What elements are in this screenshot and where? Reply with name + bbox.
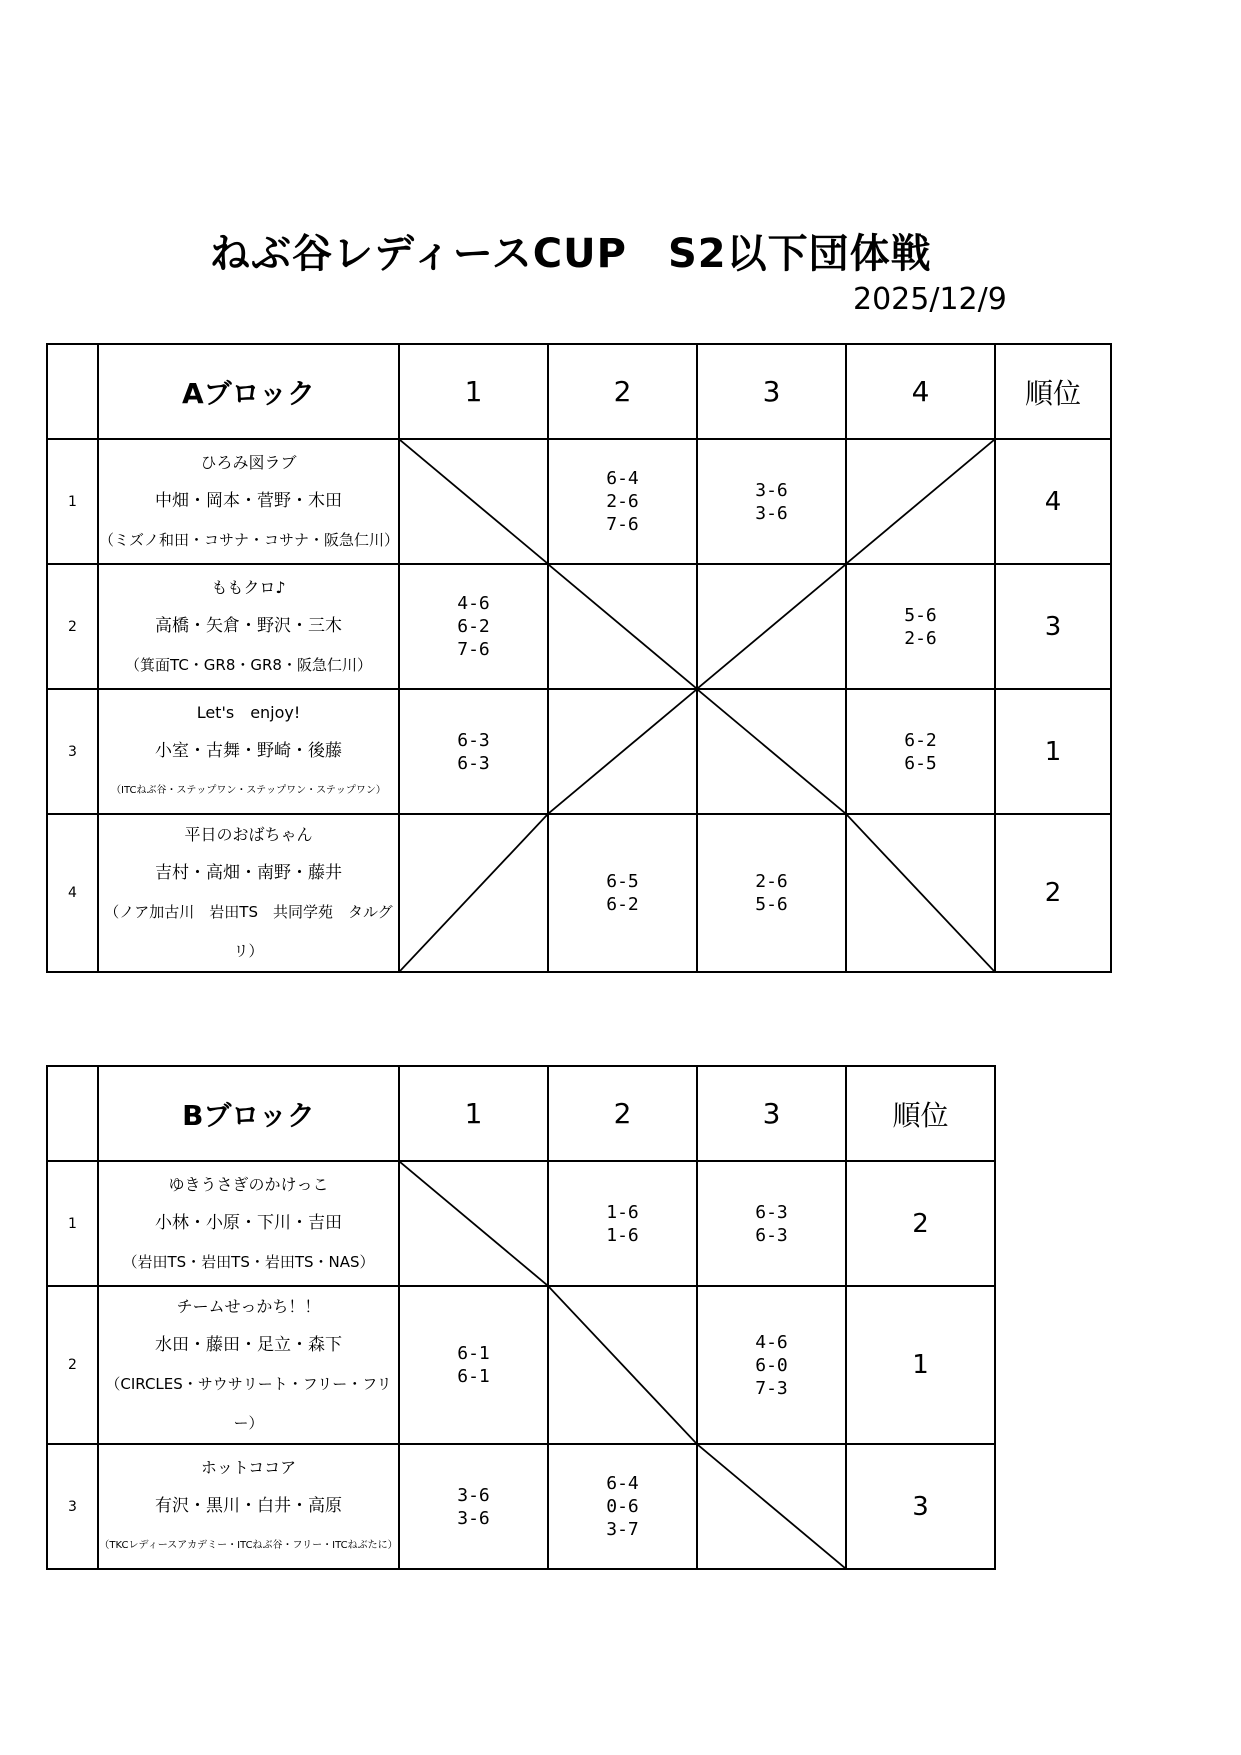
team-members: 中畑・岡本・菅野・木田 xyxy=(155,491,342,511)
diagonal-line xyxy=(847,440,994,563)
team-clubs: （箕面TC・GR8・GR8・阪急仁川） xyxy=(125,656,372,674)
team-clubs: （CIRCLES・サウサリート・フリー・フリー） xyxy=(105,1375,392,1432)
score-cell xyxy=(548,564,697,689)
team-number: 2 xyxy=(47,564,98,689)
team-clubs: （岩田TS・岩田TS・岩田TS・NAS） xyxy=(122,1253,375,1271)
set-score: 3-6 xyxy=(457,1484,490,1506)
team-rank: 1 xyxy=(846,1286,995,1444)
set-score: 5-6 xyxy=(755,894,788,915)
team-rank: 2 xyxy=(995,814,1111,972)
score-cell xyxy=(548,1286,697,1444)
set-score: 2-6 xyxy=(904,627,937,649)
diagonal-line xyxy=(698,690,845,813)
team-clubs: （ITCねぶ谷・ステップワン・ステップワン・ステップワン） xyxy=(111,785,386,796)
team-name: チームせっかち！！ xyxy=(176,1297,321,1316)
diagonal-line xyxy=(698,565,845,688)
team-number: 2 xyxy=(47,1286,98,1444)
score-cell xyxy=(697,1444,846,1569)
team-rank: 1 xyxy=(995,689,1111,814)
diagonal-line xyxy=(400,815,547,971)
set-score: 1-6 xyxy=(606,1224,639,1246)
header-row xyxy=(47,1066,995,1161)
score-cell xyxy=(697,439,846,564)
team-number: 3 xyxy=(47,689,98,814)
set-score: 4-6 xyxy=(457,593,490,614)
block-name: Bブロック xyxy=(98,1066,399,1161)
corner-cell xyxy=(47,1066,98,1161)
team-cell xyxy=(98,1444,399,1569)
set-score: 5-6 xyxy=(904,604,937,626)
team-cell xyxy=(98,1161,399,1286)
set-score: 6-4 xyxy=(606,1473,639,1494)
col-header: 2 xyxy=(548,344,697,439)
set-score: 7-6 xyxy=(457,639,490,660)
set-score: 3-6 xyxy=(755,479,788,501)
diagonal-line xyxy=(549,1287,696,1443)
team-row xyxy=(47,564,1111,689)
team-members: 小室・古舞・野崎・後藤 xyxy=(155,741,342,761)
diagonal-line xyxy=(698,1445,845,1568)
set-score: 6-3 xyxy=(755,1224,788,1246)
team-name: ひろみ図ラブ xyxy=(200,453,297,472)
diagonal-line xyxy=(549,565,696,688)
team-name: ももクロ♪ xyxy=(211,578,286,597)
rank-header: 順位 xyxy=(995,344,1111,439)
set-score: 2-6 xyxy=(606,491,639,512)
set-score: 6-4 xyxy=(606,468,639,489)
team-name: ホットココア xyxy=(200,1458,297,1477)
set-score: 2-6 xyxy=(755,871,788,892)
col-header: 2 xyxy=(548,1066,697,1161)
team-row xyxy=(47,1444,995,1569)
score-cell xyxy=(399,1444,548,1569)
team-rank: 4 xyxy=(995,439,1111,564)
set-score: 6-5 xyxy=(606,871,639,892)
set-score: 7-6 xyxy=(606,514,639,535)
team-row xyxy=(47,814,1111,972)
col-header: 3 xyxy=(697,344,846,439)
col-header: 3 xyxy=(697,1066,846,1161)
set-score: 6-3 xyxy=(755,1201,788,1223)
team-number: 3 xyxy=(47,1444,98,1569)
team-rank: 2 xyxy=(846,1161,995,1286)
score-cell xyxy=(399,814,548,972)
block-b-table xyxy=(46,1065,996,1570)
team-cell xyxy=(98,564,399,689)
col-header: 1 xyxy=(399,344,548,439)
diagonal-line xyxy=(400,440,547,563)
corner-cell xyxy=(47,344,98,439)
set-score: 6-5 xyxy=(904,752,937,774)
score-cell xyxy=(846,439,995,564)
team-members: 高橋・矢倉・野沢・三木 xyxy=(155,616,342,636)
set-score: 1-6 xyxy=(606,1201,639,1223)
team-cell xyxy=(98,439,399,564)
score-cell xyxy=(399,1286,548,1444)
set-score: 6-2 xyxy=(904,729,937,751)
team-members: 有沢・黒川・白井・高原 xyxy=(155,1496,342,1516)
score-cell xyxy=(548,689,697,814)
team-members: 小林・小原・下川・吉田 xyxy=(155,1213,342,1233)
team-row xyxy=(47,439,1111,564)
set-score: 3-6 xyxy=(457,1507,490,1529)
team-number: 4 xyxy=(47,814,98,972)
set-score: 0-6 xyxy=(606,1496,639,1517)
set-score: 7-3 xyxy=(755,1377,788,1399)
page-title: ねぶ谷レディースCUP S2以下団体戦 xyxy=(210,231,932,277)
diagonal-line xyxy=(400,1162,547,1285)
set-score: 6-3 xyxy=(457,752,490,774)
team-clubs: （ミズノ和田・コサナ・コサナ・阪急仁川） xyxy=(99,531,400,549)
score-cell xyxy=(846,689,995,814)
event-date: 2025/12/9 xyxy=(853,282,1007,317)
score-cell xyxy=(697,689,846,814)
score-cell xyxy=(548,1444,697,1569)
col-header: 4 xyxy=(846,344,995,439)
score-cell xyxy=(548,814,697,972)
team-clubs: （TKCレディースアカデミー・ITCねぶ谷・フリー・ITCねぶたに） xyxy=(99,1540,398,1551)
team-rank: 3 xyxy=(995,564,1111,689)
score-cell xyxy=(399,1161,548,1286)
set-score: 6-2 xyxy=(457,616,490,637)
team-cell xyxy=(98,689,399,814)
score-cell xyxy=(846,564,995,689)
score-cell xyxy=(548,1161,697,1286)
team-name: 平日のおばちゃん xyxy=(184,825,313,844)
team-cell xyxy=(98,1286,399,1444)
team-row xyxy=(47,1286,995,1444)
team-name: ゆきうさぎのかけっこ xyxy=(168,1175,329,1194)
rank-header: 順位 xyxy=(846,1066,995,1161)
team-number: 1 xyxy=(47,439,98,564)
score-cell xyxy=(697,1286,846,1444)
set-score: 3-6 xyxy=(755,502,788,524)
col-header: 1 xyxy=(399,1066,548,1161)
score-cell xyxy=(846,814,995,972)
score-cell xyxy=(399,439,548,564)
header-row xyxy=(47,344,1111,439)
score-cell xyxy=(697,564,846,689)
score-cell xyxy=(697,1161,846,1286)
set-score: 6-0 xyxy=(755,1354,788,1376)
set-score: 6-1 xyxy=(457,1343,490,1364)
set-score: 3-7 xyxy=(606,1519,639,1540)
diagonal-line xyxy=(847,815,994,971)
team-name: Let's enjoy! xyxy=(196,703,301,722)
set-score: 6-1 xyxy=(457,1366,490,1387)
score-cell xyxy=(399,564,548,689)
set-score: 6-2 xyxy=(606,894,639,915)
team-clubs: （ノア加古川 岩田TS 共同学苑 タルグリ） xyxy=(104,903,393,960)
block-a-table xyxy=(46,343,1112,973)
team-row xyxy=(47,1161,995,1286)
team-members: 水田・藤田・足立・森下 xyxy=(155,1335,342,1355)
team-rank: 3 xyxy=(846,1444,995,1569)
team-row xyxy=(47,689,1111,814)
diagonal-line xyxy=(549,690,696,813)
score-cell xyxy=(697,814,846,972)
team-members: 吉村・高畑・南野・藤井 xyxy=(155,863,342,883)
team-cell xyxy=(98,814,399,972)
team-number: 1 xyxy=(47,1161,98,1286)
block-name: Aブロック xyxy=(98,344,399,439)
set-score: 4-6 xyxy=(755,1331,788,1353)
set-score: 6-3 xyxy=(457,729,490,751)
score-cell xyxy=(548,439,697,564)
score-cell xyxy=(399,689,548,814)
